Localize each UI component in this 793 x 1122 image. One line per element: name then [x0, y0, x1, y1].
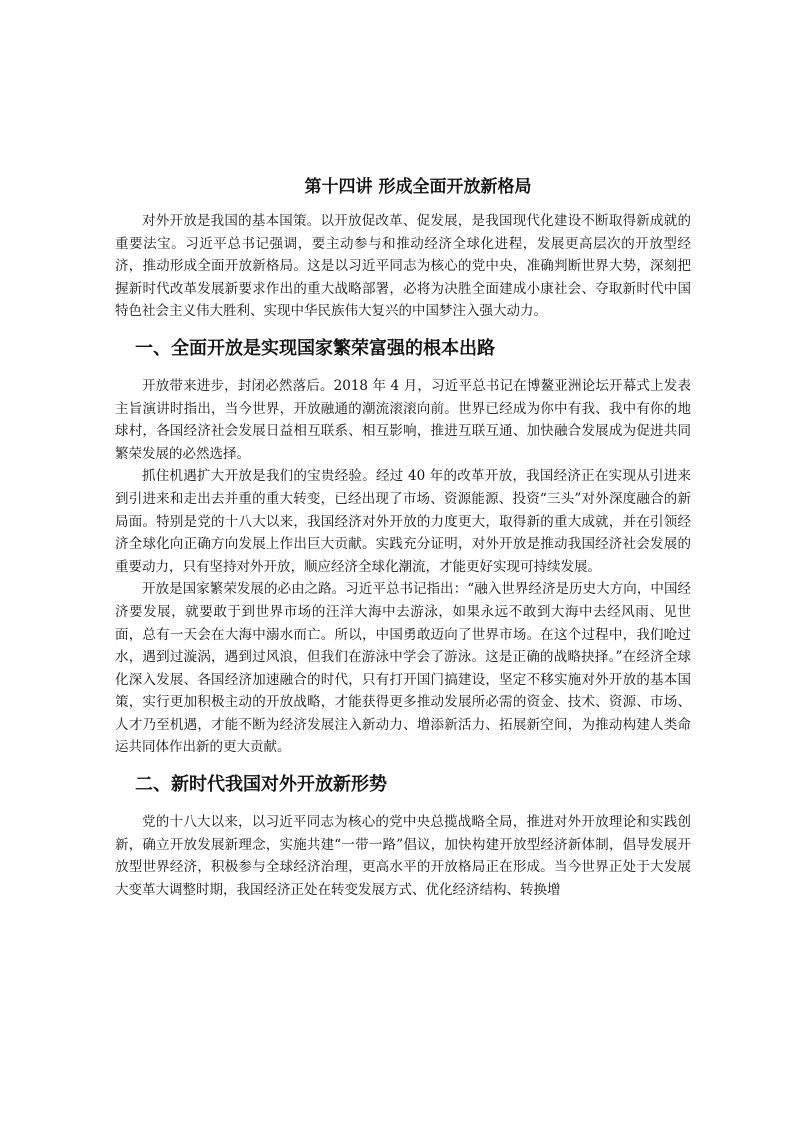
intro-paragraph: 对外开放是我国的基本国策。以开放促改革、促发展，是我国现代化建设不断取得新成就的重要法宝。习近平总书记强调，要主动参与和推动经济全球化进程，发展更高层次的开放型经济，推动形成全面开放新格局。这是以习近平同志为核心的党中央，准确判断世界大势，深刻把握新时代改革发展新要求作出的重大战略部署，必将为决胜全面建成小康社会、夺取新时代中国特色社会主义伟大胜利、实现中华民族伟大复兴的中国梦注入强大动力。	[115, 213, 691, 320]
section-1-paragraph-2: 抓住机遇扩大开放是我们的宝贵经验。经过 40 年的改革开放，我国经济正在实现从引进来到引进来和走出去并重的重大转变，已经出现了市场、资源能源、投资“三头”对外深度融合的新局面。特别是党的十八大以来，我国经济对外开放的力度更大，取得新的重大成就，并在引领经济全球化向正确方向发展上作出巨大贡献。实践充分证明，对外开放是推动我国经济社会发展的重要动力，只有坚持对外开放，顺应经济全球化潮流，才能更好实现可持续发展。	[115, 468, 691, 575]
section-1-paragraph-1: 开放带来进步，封闭必然落后。2018 年 4 月，习近平总书记在博鳌亚洲论坛开幕式上发表主旨演讲时指出，当今世界，开放融通的潮流滚滚向前。世界已经成为你中有我、我中有你的地球村，各国经济社会发展日益相互联系、相互影响，推进互联互通、加快融合发展成为促进共同繁荣发展的必然选择。	[115, 377, 691, 462]
document-body	[115, 174, 691, 901]
section-1-paragraph-3: 开放是国家繁荣发展的必由之路。习近平总书记指出：“融入世界经济是历史大方向，中国经济要发展，就要敢于到世界市场的汪洋大海中去游泳，如果永远不敢到大海中去经风雨、见世面，总有一天会在大海中溺水而亡。所以，中国勇敢迈向了世界市场。在这个过程中，我们呛过水，遇到过漩涡，遇到过风浪，但我们在游泳中学会了游泳。这是正确的战略抉择。”在经济全球化深入发展、各国经济加速融合的时代，只有打开国门搞建设，坚定不移实施对外开放的基本国策，实行更加积极主动的开放战略，才能获得更多推动发展所必需的资金、技术、资源、市场、人才乃至机遇，才能不断为经济发展注入新动力、增添新活力、拓展新空间，为推动构建人类命运共同体作出新的更大贡献。	[115, 581, 691, 756]
section-heading-1: 一、全面开放是实现国家繁荣富强的根本出路	[135, 337, 495, 359]
document-title: 第十四讲 形成全面开放新格局	[304, 177, 532, 197]
section-heading-2: 二、新时代我国对外开放新形势	[135, 774, 387, 796]
section-2-paragraph-1: 党的十八大以来，以习近平同志为核心的党中央总揽战略全局，推进对外开放理论和实践创新，确立开放发展新理念，实施共建“一带一路”倡议，加快构建开放型经济新体制，倡导发展开放型世界经济，积极参与全球经济治理，更高水平的开放格局正在形成。当今世界正处于大发展大变革大调整时期，我国经济正处在转变发展方式、优化经济结构、转换增	[115, 814, 691, 898]
